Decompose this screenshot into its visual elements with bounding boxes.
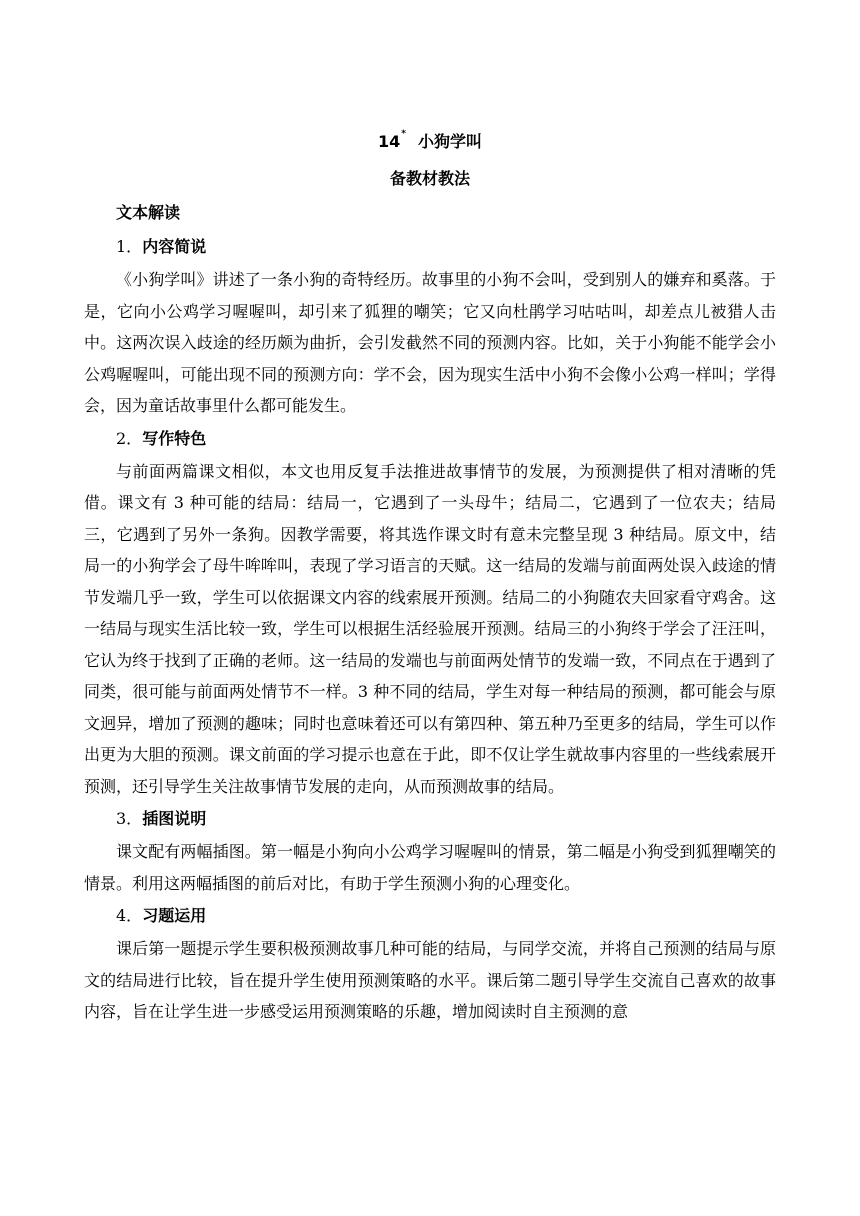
lesson-number: 14* <box>378 129 406 151</box>
paragraph-writing-features: 与前面两篇课文相似，本文也用反复手法推进故事情节的发展，为预测提供了相对清晰的凭借。课文有 3 种可能的结局：结局一，它遇到了一头母牛；结局二，它遇到了一位农夫；结局三，它遇到了另外一条狗。因教学需要，将其选作课文时有意未完整呈现 3 种结局。原文中，结局一的小狗学会了母牛哞哞叫，表现了学习语言的天赋。这一结局的发端与前面两处误入歧途的情节发端几乎一致，学生可以依据课文内容的线索展开预测。结局二的小狗随农夫回家看守鸡舍。这一结局与现实生活比较一致，学生可以根据生活经验展开预测。结局三的小狗终于学会了汪汪叫，它认为终于找到了正确的老师。这一结局的发端也与前面两处情节的发端一致，不同点在于遇到了同类，很可能与前面两处情节不一样。3 种不同的结局，学生对每一种结局的预测，都可能会与原文迥异，增加了预测的趣味；同时也意味着还可以有第四种、第五种乃至更多的结局，学生可以作出更为大胆的预测。课文前面的学习提示也意在于此，即不仅让学生就故事内容里的一些线索展开预测，还引导学生关注故事情节发展的走向，从而预测故事的结局。 <box>84 461 776 796</box>
lesson-title-text: 小狗学叫 <box>417 132 482 151</box>
subsection-heading-writing-features: 2．写作特色 <box>116 428 207 448</box>
paragraph-illustrations: 课文配有两幅插图。第一幅是小狗向小公鸡学习喔喔叫的情景，第二幅是小狗受到狐狸嘲笑的情景。利用这两幅插图的前后对比，有助于学生预测小狗的心理变化。 <box>84 842 776 893</box>
subsection-heading-illustrations: 3．插图说明 <box>116 809 207 828</box>
document-body <box>84 128 776 1028</box>
paragraph-exercises: 课后第一题提示学生要积极预测故事几种可能的结局，与同学交流，并将自己预测的结局与原文的结局进行比较，旨在提升学生使用预测策略的水平。课后第二题引导学生交流自己喜欢的故事内容，旨在让学生进一步感受运用预测策略的乐趣，增加阅读时自主预测的意 <box>84 939 776 1021</box>
subsection-heading-exercises: 4．习题运用 <box>116 906 207 925</box>
document-subtitle: 备教材教法 <box>389 169 470 188</box>
paragraph-content-summary: 《小狗学叫》讲述了一条小狗的奇特经历。故事里的小狗不会叫，受到别人的嫌弃和奚落。于是，它向小公鸡学习喔喔叫，却引来了狐狸的嘲笑；它又向杜鹃学习咕咕叫，却差点儿被猎人击中。这两次误入歧途的经历颇为曲折，会引发截然不同的预测内容。比如，关于小狗能不能学会小公鸡喔喔叫，可能出现不同的预测方向：学不会，因为现实生活中小狗不会像小公鸡一样叫；学得会，因为童话故事里什么都可能发生。 <box>84 270 776 415</box>
lesson-title <box>84 128 776 156</box>
section-heading-text-interpretation: 文本解读 <box>116 203 181 222</box>
optional-lesson-mark: * <box>401 129 406 139</box>
subsection-heading-content: 1．内容简说 <box>116 237 207 256</box>
